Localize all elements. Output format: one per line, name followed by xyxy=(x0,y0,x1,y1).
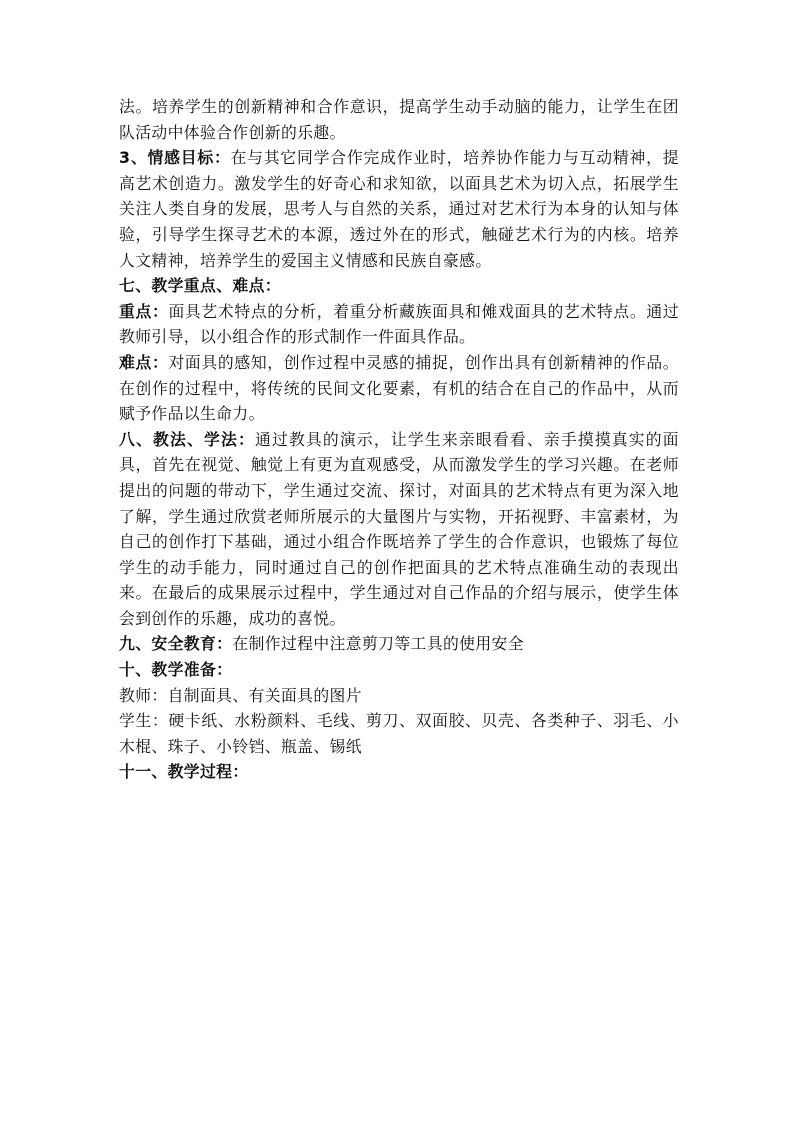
section-heading-11: 十一、教学过程： xyxy=(119,762,249,782)
paragraph-text: 在与其它同学合作完成作业时，培养协作能力与互动精神，提高艺术创造力。激发学生的好奇心和求知欲，以面具艺术为切入点，拓展学生关注人类自身的发展，思考人与自然的关系，通过对艺术行为本身的认知与体验，引导学生探寻艺术的本源，透过外在的形式，触碰艺术行为的内核。培养人文精神，培养学生的爱国主义情感和民族自豪感。 xyxy=(119,148,679,270)
paragraph-label: 3、情感目标： xyxy=(119,148,231,168)
section-heading-10: 十、教学准备： xyxy=(119,660,233,680)
paragraph-teacher-materials xyxy=(119,683,679,709)
paragraph-teaching-methods xyxy=(119,427,679,632)
paragraph-text: 通过教具的演示，让学生来亲眼看看、亲手摸摸真实的面具，首先在视觉、触觉上有更为直观感受，从而激发学生的学习兴趣。在老师提出的问题的带动下，学生通过交流、探讨，对面具的艺术特点有更为深入地了解，学生通过欣赏老师所展示的大量图片与实物，开拓视野、丰富素材，为自己的创作打下基础，通过小组合作既培养了学生的合作意识，也锻炼了每位学生的动手能力，同时通过自己的创作把面具的艺术特点准确生动的表现出来。在最后的成果展示过程中，学生通过对自己作品的介绍与展示，使学生体会到创作的乐趣，成功的喜悦。 xyxy=(119,429,679,628)
paragraph-text: 学生：硬卡纸、水粉颜料、毛线、剪刀、双面胶、贝壳、各类种子、羽毛、小木棍、珠子、小铃铛、瓶盖、锡纸 xyxy=(119,711,679,756)
paragraph-key-points xyxy=(119,299,679,350)
paragraph-difficulties xyxy=(119,350,679,427)
paragraph-text: 面具艺术特点的分析，着重分析藏族面具和傩戏面具的艺术特点。通过教师引导，以小组合作的形式制作一件面具作品。 xyxy=(119,301,679,347)
paragraph-text: 法。培养学生的创新精神和合作意识，提高学生动手动脑的能力，让学生在团队活动中体验合作创新的乐趣。 xyxy=(119,97,679,142)
paragraph-label: 重点： xyxy=(119,301,169,321)
paragraph-safety xyxy=(119,631,679,657)
paragraph-continuation xyxy=(119,94,679,145)
paragraph-label: 九、安全教育： xyxy=(119,634,233,654)
paragraph-student-materials xyxy=(119,708,679,759)
paragraph-emotional-goal xyxy=(119,145,679,273)
document-body xyxy=(119,94,679,785)
paragraph-text: 教师：自制面具、有关面具的图片 xyxy=(119,685,362,705)
section-heading-7: 七、教学重点、难点： xyxy=(119,276,281,296)
paragraph-text: 对面具的感知，创作过程中灵感的捕捉，创作出具有创新精神的作品。在创作的过程中，将传统的民间文化要素，有机的结合在自己的作品中，从而赋予作品以生命力。 xyxy=(119,352,679,424)
paragraph-label: 难点： xyxy=(119,352,169,372)
paragraph-text: 在制作过程中注意剪刀等工具的使用安全 xyxy=(232,634,524,654)
paragraph-label: 八、教法、学法： xyxy=(119,429,255,449)
